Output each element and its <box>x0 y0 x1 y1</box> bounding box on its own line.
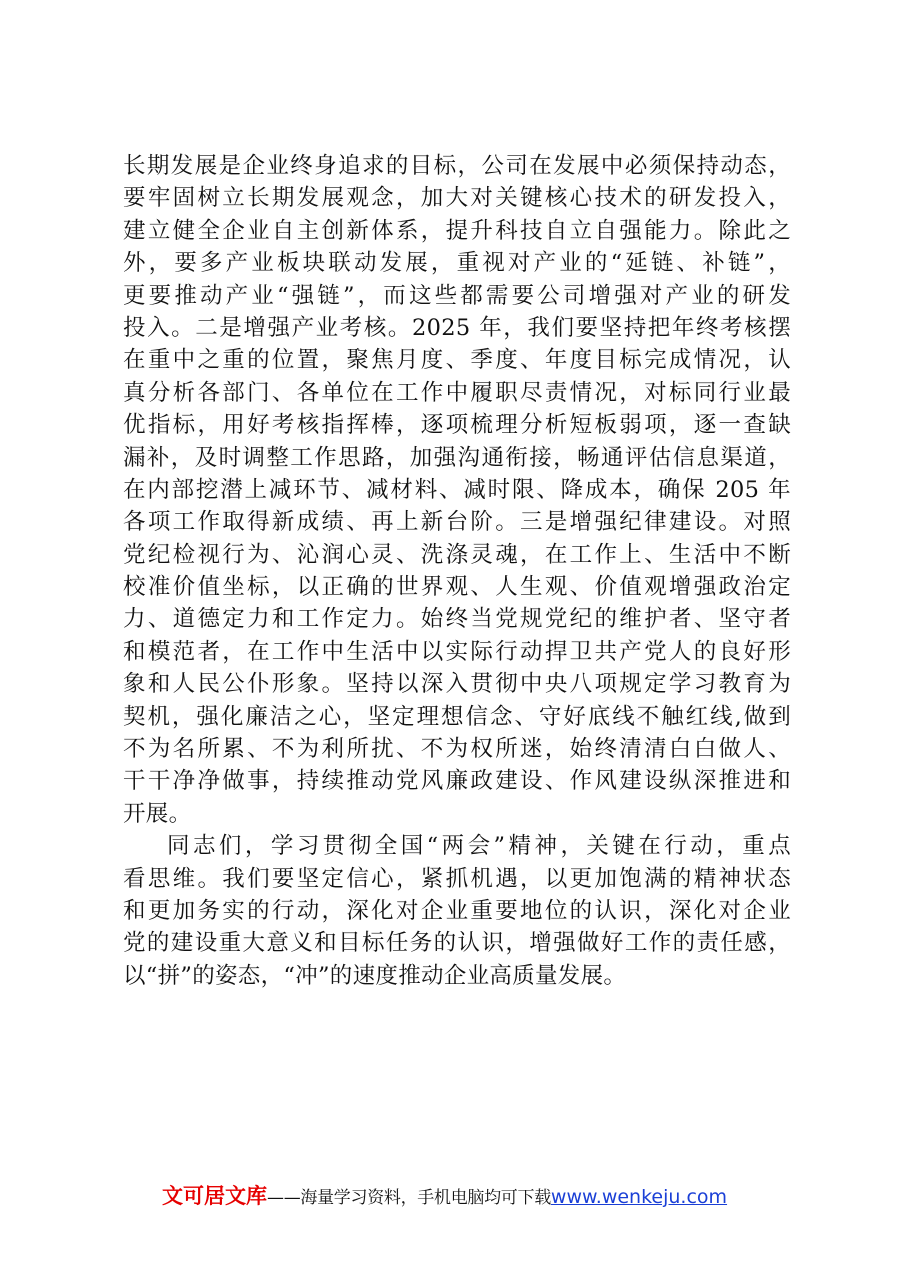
text-line: 干干净净做事，持续推动党风廉政建设、作风建设纵深推进和 <box>123 768 791 795</box>
text-line: 长期发展是企业终身追求的目标，公司在发展中必须保持动态， <box>123 153 791 179</box>
text-line: 象和人民公仆形象。坚持以深入贯彻中央八项规定学习教育为 <box>123 671 791 698</box>
text-line: 建立健全企业自主创新体系，提升科技自立自强能力。除此之 <box>123 217 791 244</box>
footer-brand: 文可居文库 <box>162 1184 267 1208</box>
text-line: 契机，强化廉洁之心，坚定理想信念、守好底线不触红线,做到 <box>123 703 791 730</box>
text-line: 力、道德定力和工作定力。始终当党规党纪的维护者、坚守者 <box>123 606 791 633</box>
text-line: 外，要多产业板块联动发展，重视对产业的“延链、补链”， <box>123 250 791 277</box>
document-body <box>123 150 791 992</box>
text-line: 漏补，及时调整工作思路，加强沟通衔接，畅通评估信息渠道， <box>123 444 791 471</box>
text-line: 不为名所累、不为利所扰、不为权所迷，始终清清白白做人、 <box>123 736 791 763</box>
text-line: 在重中之重的位置，聚焦月度、季度、年度目标完成情况，认 <box>123 347 791 374</box>
text-line: 要牢固树立长期发展观念，加大对关键核心技术的研发投入， <box>123 185 791 212</box>
footer-slogan: ——海量学习资料，手机电脑均可下载 <box>267 1188 551 1208</box>
text-line: 更要推动产业“强链”，而这些都需要公司增强对产业的研发 <box>123 282 791 309</box>
text-line: 看思维。我们要坚定信心，紧抓机遇，以更加饱满的精神状态 <box>123 865 791 892</box>
text-line-paragraph-start: 同志们，学习贯彻全国“两会”精神，关键在行动，重点 <box>167 833 791 860</box>
footer-banner <box>162 1181 727 1211</box>
text-line: 以“拼”的姿态，“冲”的速度推动企业高质量发展。 <box>123 962 627 989</box>
text-line: 在内部挖潜上减环节、减材料、减时限、降成本，确保 205 年 <box>123 476 791 503</box>
text-line: 优指标，用好考核指挥棒，逐项梳理分析短板弱项，逐一查缺 <box>123 412 791 439</box>
text-line: 党的建设重大意义和目标任务的认识，增强做好工作的责任感， <box>123 930 791 957</box>
footer-url-link[interactable]: www.wenkeju.com <box>550 1186 728 1208</box>
text-line: 开展。 <box>123 800 192 827</box>
text-line: 校准价值坐标，以正确的世界观、人生观、价值观增强政治定 <box>123 574 791 601</box>
text-line: 和模范者，在工作中生活中以实际行动捍卫共产党人的良好形 <box>123 638 791 665</box>
text-line: 各项工作取得新成绩、再上新台阶。三是增强纪律建设。对照 <box>123 509 791 536</box>
text-line: 真分析各部门、各单位在工作中履职尽责情况，对标同行业最 <box>123 379 791 406</box>
text-line: 投入。二是增强产业考核。2025 年，我们要坚持把年终考核摆 <box>123 314 791 341</box>
text-line: 党纪检视行为、沁润心灵、洗涤灵魂，在工作上、生活中不断 <box>123 541 791 568</box>
text-line: 和更加务实的行动，深化对企业重要地位的认识，深化对企业 <box>123 897 791 924</box>
